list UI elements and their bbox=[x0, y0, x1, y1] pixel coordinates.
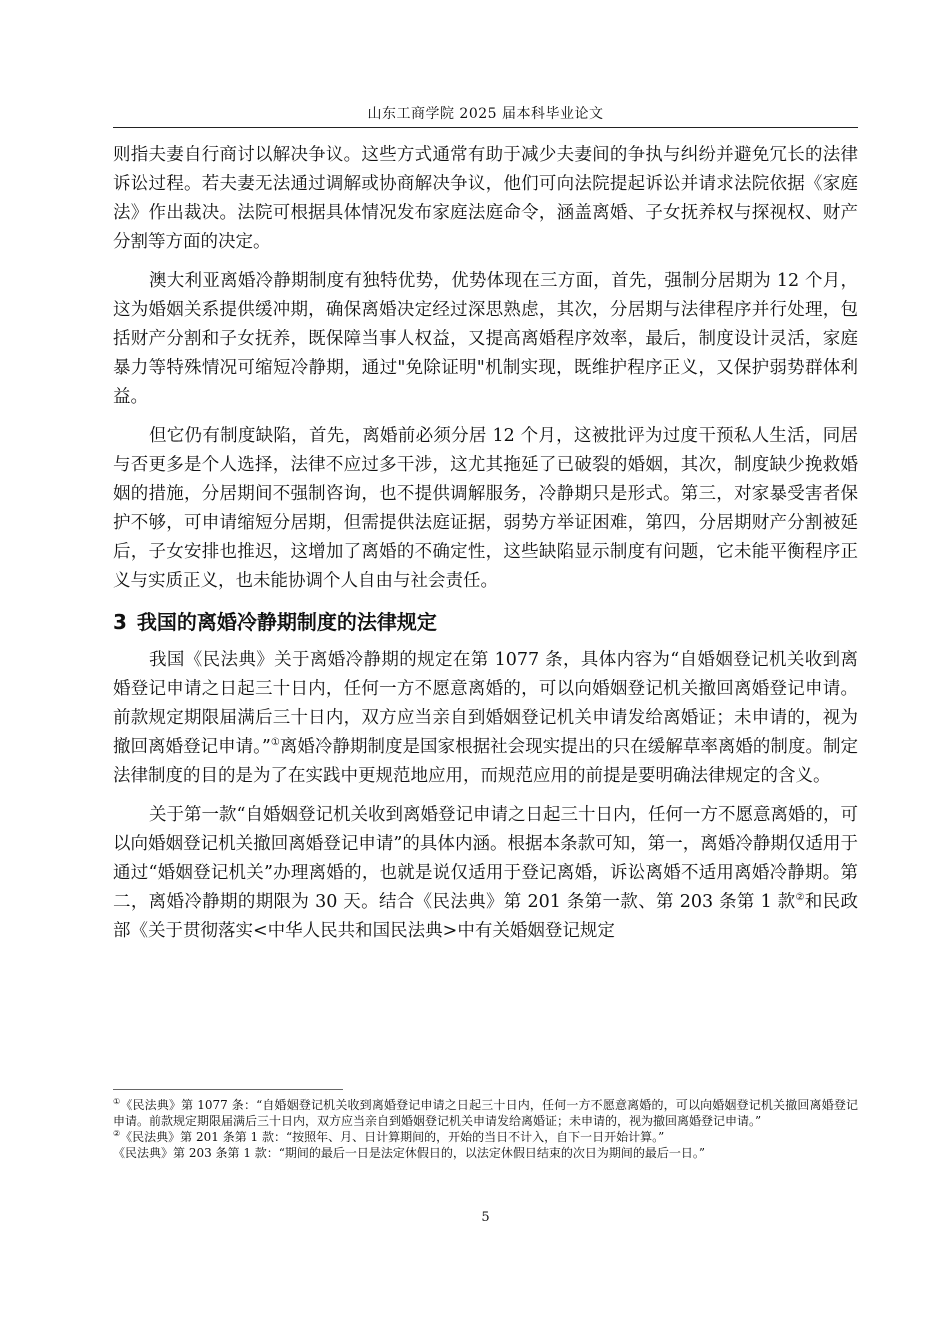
section-number: 3 bbox=[113, 610, 127, 634]
footnote-2-continued: 《民法典》第 203 条第 1 款：“期间的最后一日是法定休假日的，以法定休假日结束的次日为期间的最后一日。” bbox=[113, 1146, 706, 1160]
header-divider bbox=[113, 127, 858, 128]
paragraph-civil-code-text-1: 我国《民法典》关于离婚冷静期的规定在第 1077 条，具体内容为“自婚姻登记机关收到离婚登记申请之日起三十日内，任何一方不愿意离婚的，可以向婚姻登记机关撤回离婚登记申请。前款规定期限届满后三十日内，双方应当亲自到婚姻登记机关申请发给离婚证；未申请的，视为撤回离婚登记申请。” bbox=[113, 650, 858, 757]
footnote-2 bbox=[113, 1129, 858, 1145]
footnote-2-mark: ② bbox=[113, 1129, 121, 1138]
paragraph-first-clause-text-1: 关于第一款“自婚姻登记机关收到离婚登记申请之日起三十日内，任何一方不愿意离婚的，可以向婚姻登记机关撤回离婚登记申请”的具体内涵。根据本条款可知，第一，离婚冷静期仅适用于通过“婚姻登记机关”办理离婚的，也就是说仅适用于登记离婚，诉讼离婚不适用离婚冷静期。第二，离婚冷静期的期限为 30 天。结合《民法典》第 201 条第一款、第 203 条第 1 款 bbox=[113, 805, 858, 912]
paragraph-civil-code bbox=[113, 646, 858, 791]
footnote-1-mark: ① bbox=[113, 1097, 121, 1106]
body-text bbox=[113, 141, 858, 956]
paragraph-civil-code-text-2: 离婚冷静期制度是国家根据社会现实提出的只在缓解草率离婚的制度。制定法律制度的目的是为了在实践中更规范地应用，而规范应用的前提是要明确法律规定的含义。 bbox=[113, 737, 859, 786]
page-header: 山东工商学院 2025 届本科毕业论文 bbox=[367, 106, 604, 122]
footnote-1-text: 《民法典》第 1077 条：“自婚姻登记机关收到离婚登记申请之日起三十日内，任何一方不愿意离婚的，可以向婚姻登记机关撤回离婚登记申请。前款规定期限届满后三十日内，双方应当亲自到婚姻登记机关申请发给离婚证；未申请的，视为撤回离婚登记申请。” bbox=[113, 1098, 859, 1128]
footnote-divider bbox=[113, 1089, 343, 1090]
paragraph-first-clause-text-2: 和民政部《关于贯彻落实<中华人民共和国民法典>中有关婚姻登记规定 bbox=[113, 892, 859, 941]
section-heading bbox=[113, 606, 858, 638]
footnote-ref-2[interactable]: ② bbox=[795, 892, 805, 904]
footnote-1 bbox=[113, 1097, 858, 1129]
footnote-ref-1[interactable]: ① bbox=[270, 737, 280, 749]
paragraph-defects: 但它仍有制度缺陷，首先，离婚前必须分居 12 个月，这被批评为过度干预私人生活，同居与否更多是个人选择，法律不应过多干涉，这尤其拖延了已破裂的婚姻，其次，制度缺少挽救婚姻的措施，分居期间不强制咨询，也不提供调解服务，冷静期只是形式。第三，对家暴受害者保护不够，可申请缩短分居期，但需提供法庭证据，弱势方举证困难，第四，分居期财产分割被延后，子女安排也推迟，这增加了离婚的不确定性，这些缺陷显示制度有问题，它未能平衡程序正义与实质正义，也未能协调个人自由与社会责任。 bbox=[113, 426, 858, 591]
footnotes bbox=[113, 1097, 858, 1161]
section-title: 我国的离婚冷静期制度的法律规定 bbox=[136, 610, 437, 634]
paragraph-continuation: 则指夫妻自行商讨以解决争议。这些方式通常有助于减少夫妻间的争执与纠纷并避免冗长的法律诉讼过程。若夫妻无法通过调解或协商解决争议，他们可向法院提起诉讼并请求法院依据《家庭法》作出裁决。法院可根据具体情况发布家庭法庭命令，涵盖离婚、子女抚养权与探视权、财产分割等方面的决定。 bbox=[113, 145, 858, 252]
paragraph-first-clause bbox=[113, 801, 858, 946]
paragraph-advantages: 澳大利亚离婚冷静期制度有独特优势，优势体现在三方面，首先，强制分居期为 12 个月，这为婚姻关系提供缓冲期，确保离婚决定经过深思熟虑，其次，分居期与法律程序并行处理，包括财产分割和子女抚养，既保障当事人权益，又提高离婚程序效率，最后，制度设计灵活，家庭暴力等特殊情况可缩短冷静期，通过"免除证明"机制实现，既维护程序正义，又保护弱势群体利益。 bbox=[113, 271, 858, 407]
page-number: 5 bbox=[481, 1210, 490, 1225]
footnote-2-text: 《民法典》第 201 条第 1 款：“按照年、月、日计算期间的，开始的当日不计入，自下一日开始计算。” bbox=[120, 1130, 665, 1144]
